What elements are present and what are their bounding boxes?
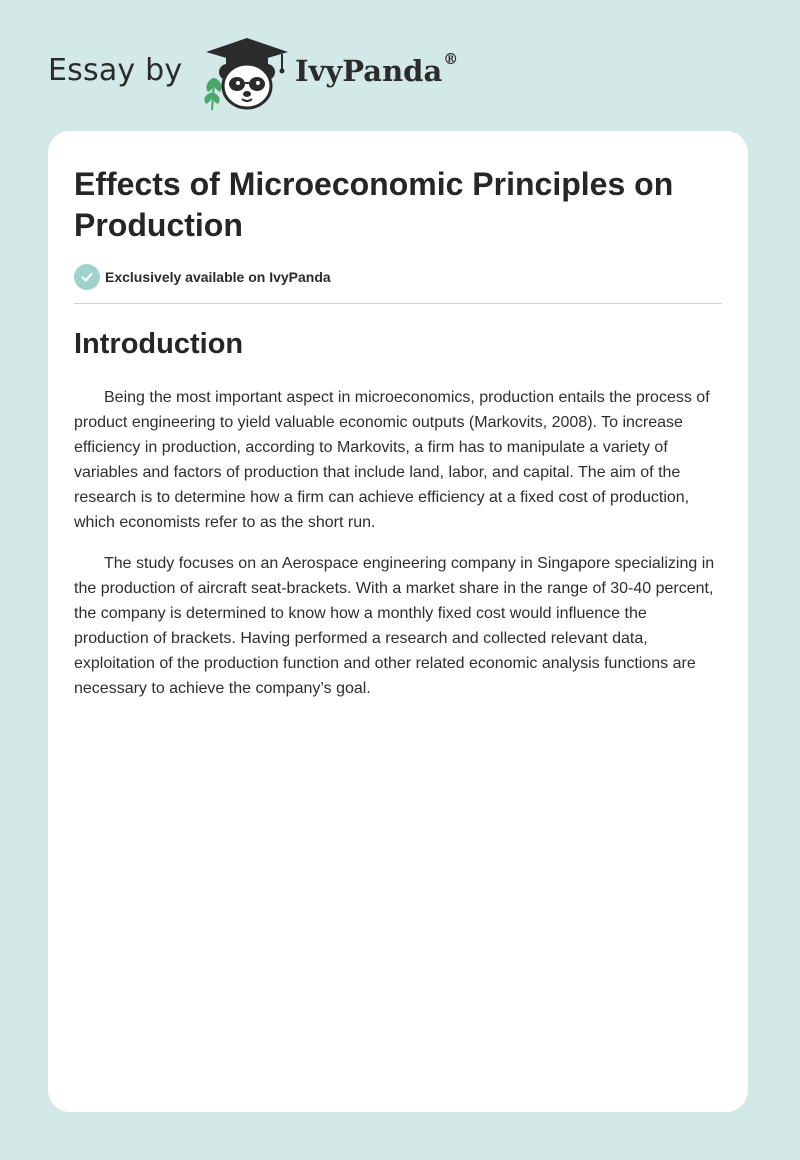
site-header: [48, 36, 548, 112]
essay-by-label: Essay by: [48, 53, 183, 88]
exclusive-label: Exclusively available on IvyPanda: [105, 269, 331, 285]
article-body: [74, 385, 724, 717]
article-card: [48, 131, 748, 1112]
divider: [74, 303, 722, 304]
ivy-leaf-icon: [204, 78, 221, 110]
registered-mark: ®: [443, 50, 459, 69]
paragraph: Being the most important aspect in microeconomics, production entails the process of product engineering to yield valuable economic outputs (Markovits, 2008). To increase efficiency in production, according to Markovits, a firm has to manipulate a variety of variables and factors of production that include land, labor, and capital. The aim of the research is to determine how a firm can achieve efficiency at a fixed cost of production, which economists refer to as the short run.: [74, 389, 710, 531]
section-title-introduction: Introduction: [74, 328, 244, 360]
brand-text: IvyPanda: [295, 54, 443, 88]
paragraph: The study focuses on an Aerospace engineering company in Singapore specializing in the production of aircraft seat-brackets. With a market share in the range of 30-40 percent, the company is determined to know how a monthly fixed cost would influence the production of brackets. Having performed a research and collected relevant data, exploitation of the production function and other related economic analysis functions are necessary to achieve the company’s goal.: [74, 555, 715, 697]
check-circle-icon: [74, 264, 100, 290]
brand-name[interactable]: [295, 50, 459, 88]
article-title: Effects of Microeconomic Principles on Production: [74, 166, 674, 243]
panda-graduate-icon: [202, 36, 292, 112]
exclusive-badge: [74, 264, 331, 290]
